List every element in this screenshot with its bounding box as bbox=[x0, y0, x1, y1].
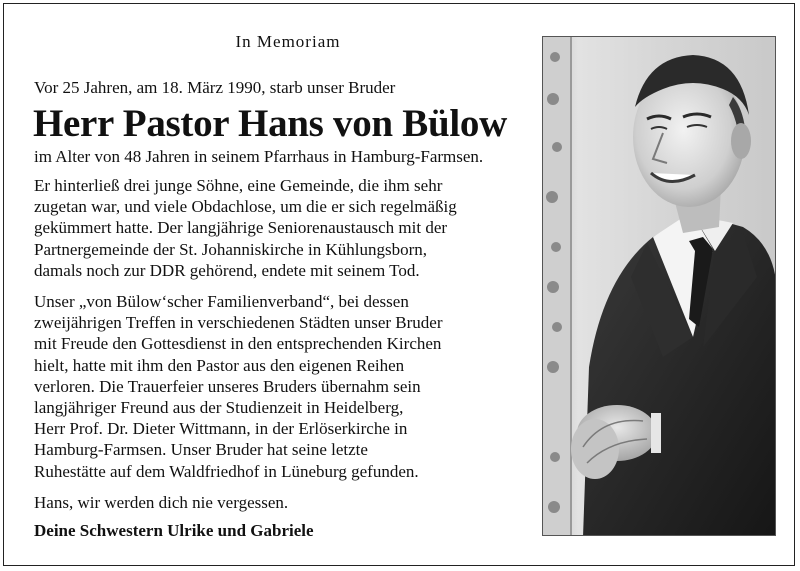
portrait-photo bbox=[542, 36, 776, 536]
paragraph-legacy: Er hinterließ drei junge Söhne, eine Gemeinde, die ihm sehr zugetan war, und viele Obdachlose, um die er sich regelmäßig gekümmert hatte. Der langjährige Seniorenaustausch mit der Partnergemeinde der St. Johanniskirche in Kühlungsborn, damals noch zur DDR gehörend, endete mit seinem Tod. bbox=[34, 176, 457, 280]
age-line: im Alter von 48 Jahren in seinem Pfarrhaus in Hamburg-Farmsen. bbox=[34, 147, 484, 166]
farewell-line: Hans, wir werden dich nie vergessen. bbox=[34, 493, 289, 512]
portrait-illustration bbox=[543, 37, 776, 536]
paragraph-family: Unser „von Bülow‘scher Familienverband“, bei dessen zweijährigen Treffen in verschiedenen Städten unser Bruder mit Freude den Gottesdienst in den entsprechenden Kirchen hielt, hatte mit ihm den Pastor aus den eigenen Reihen verloren. Die Trauerfeier unseres Bruders übernahm sein langjähriger Freund aus der Studienzeit in Heidelberg, Herr Prof. Dr. Dieter Wittmann, in der Erlöserkirche in Hamburg-Farmsen. Unser Bruder hat seine letzte Ruhestätte auf dem Waldfriedhof in Lüneburg gefunden. bbox=[34, 292, 443, 481]
memoriam-heading: In Memoriam bbox=[235, 32, 341, 51]
signature: Deine Schwestern Ulrike und Gabriele bbox=[34, 521, 314, 540]
intro-line: Vor 25 Jahren, am 18. März 1990, starb unser Bruder bbox=[34, 78, 396, 97]
deceased-name: Herr Pastor Hans von Bülow bbox=[33, 102, 507, 145]
